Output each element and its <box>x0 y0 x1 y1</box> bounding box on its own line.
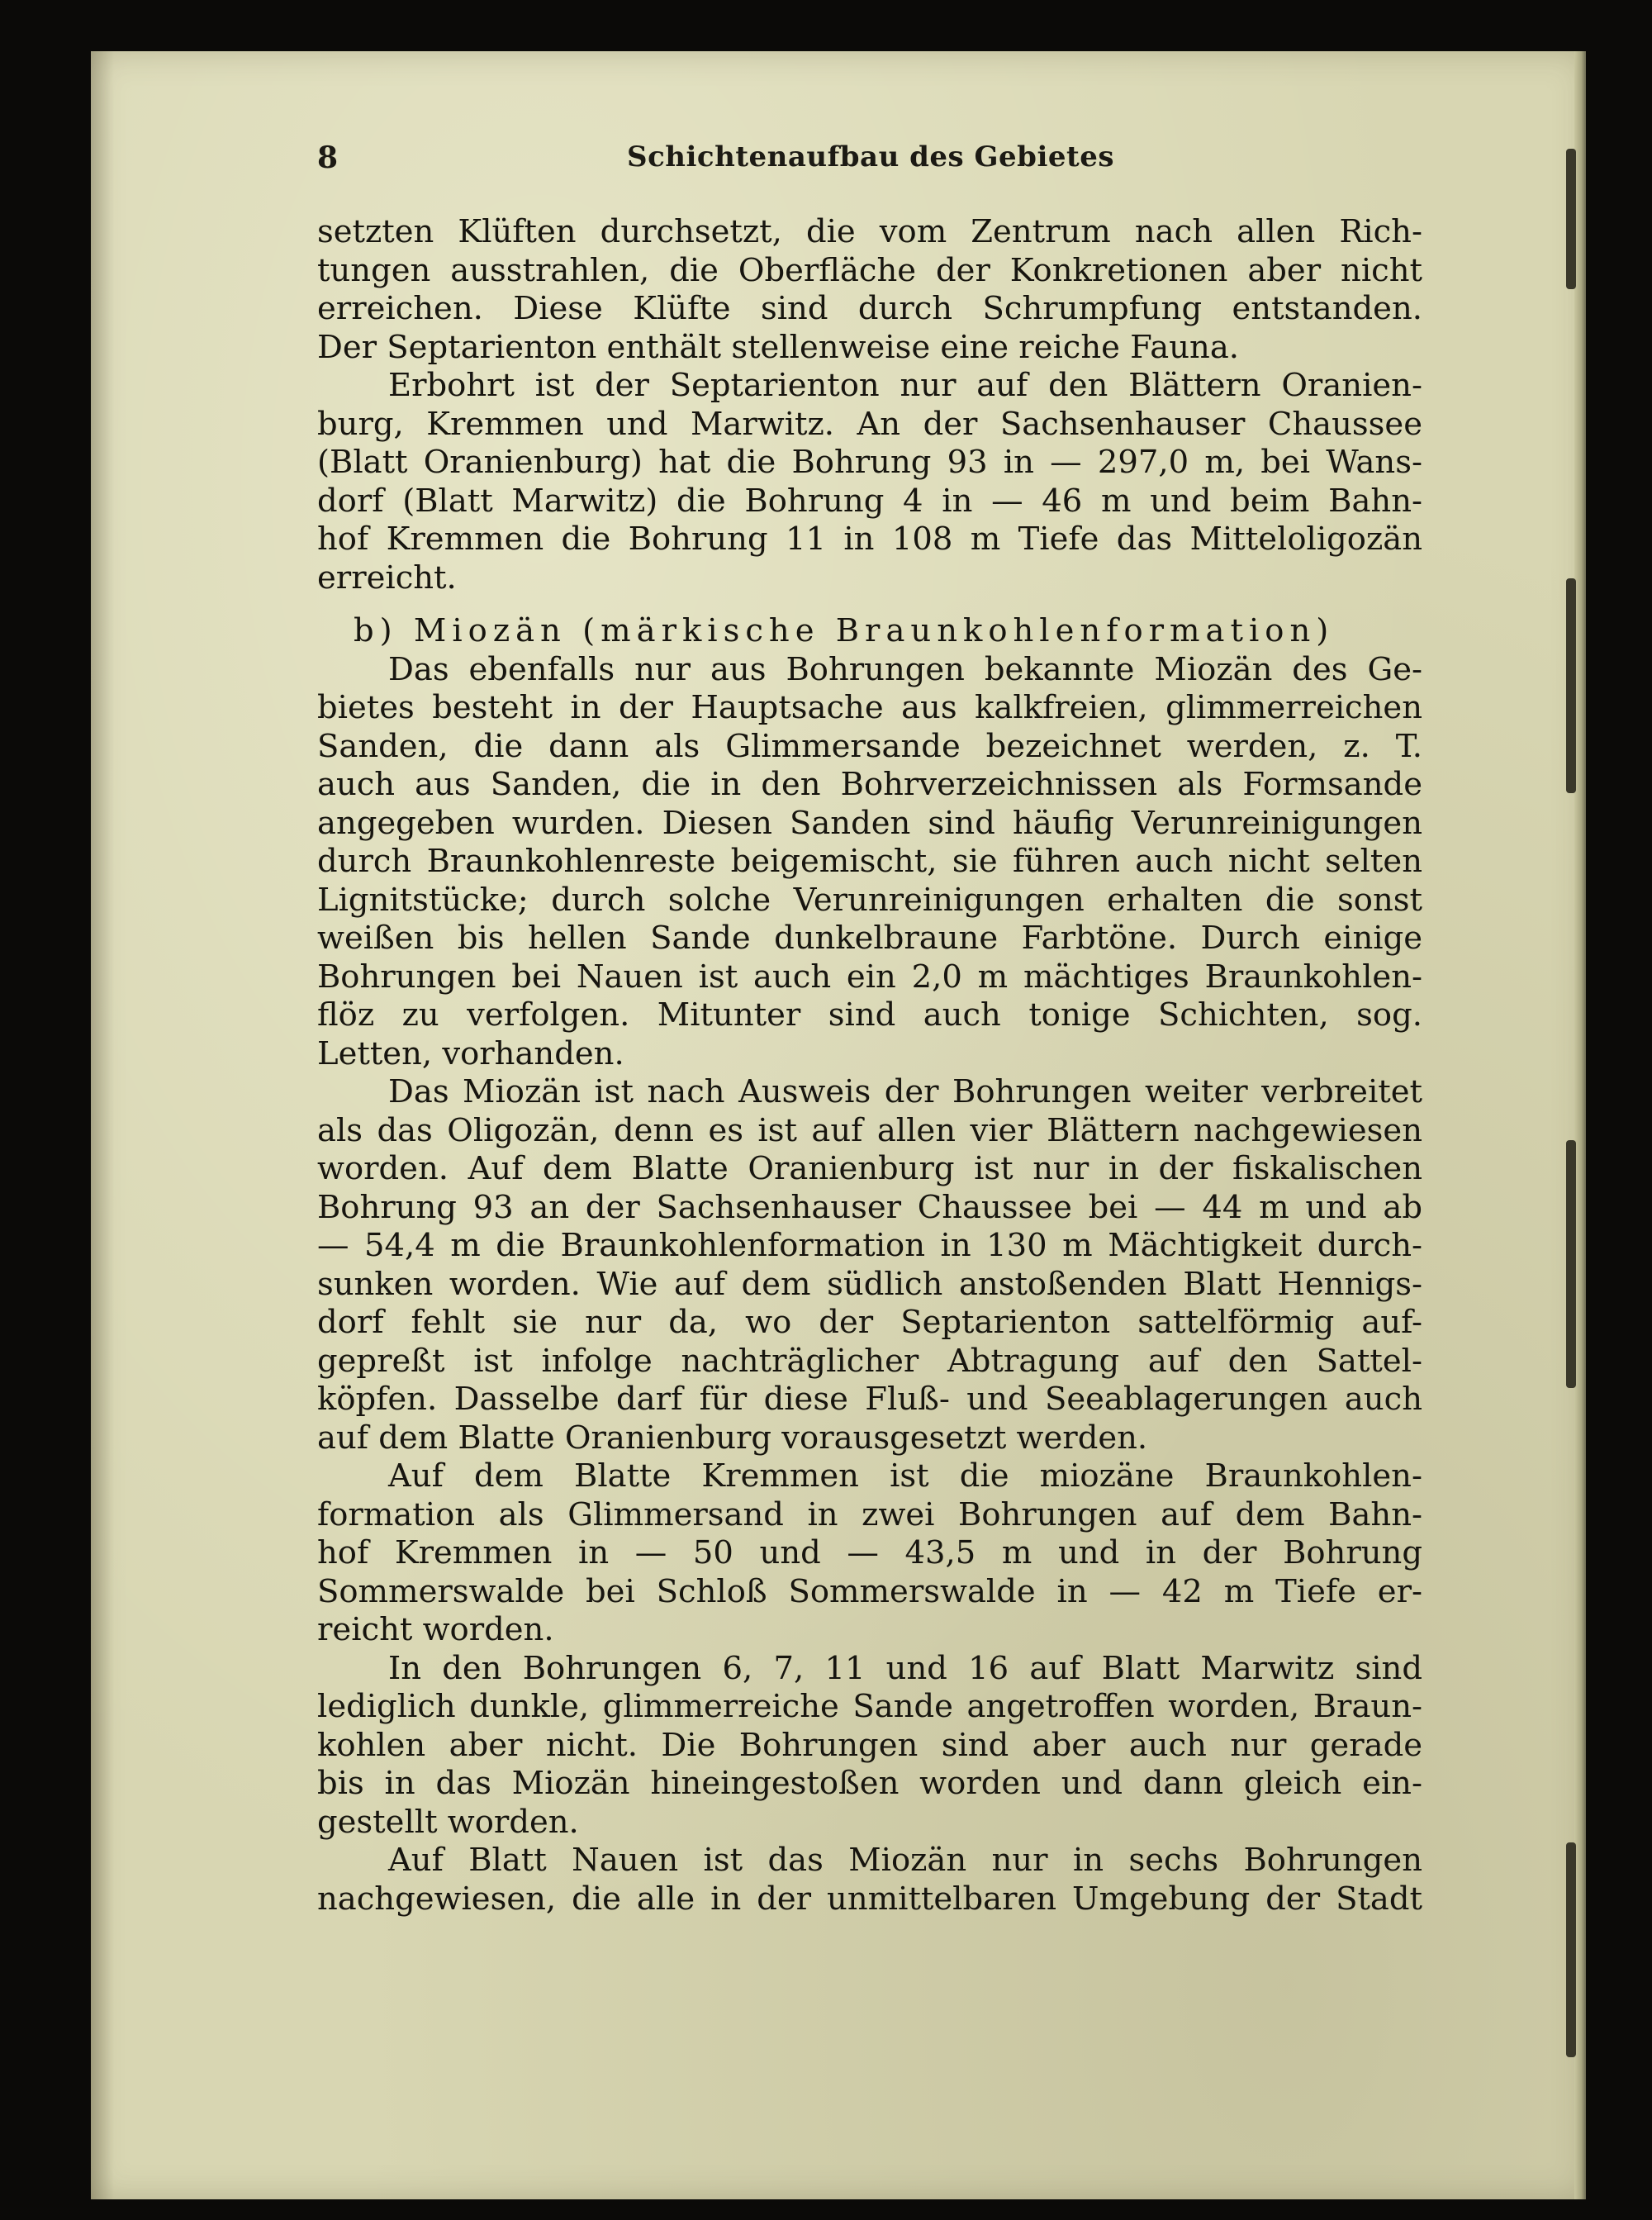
text-line: erreicht. <box>317 559 457 597</box>
text-line: köpfen. Dasselbe darf für diese Fluß- und Seeablagerungen auch <box>317 1381 1422 1418</box>
text-line: Bohrung 93 an der Sachsenhauser Chaussee bei — 44 m und ab <box>317 1188 1422 1226</box>
text-line: hof Kremmen die Bohrung 11 in 108 m Tiefe das Mitteloligozän <box>317 521 1422 558</box>
page-header <box>317 140 1424 190</box>
text-line: hof Kremmen in — 50 und — 43,5 m und in der Bohrung <box>317 1534 1422 1571</box>
text-line: formation als Glimmersand in zwei Bohrungen auf dem Bahn- <box>317 1495 1422 1533</box>
text-line: Auf Blatt Nauen ist das Miozän nur in sechs Bohrungen <box>388 1842 1422 1879</box>
text-line: erreichen. Diese Klüfte sind durch Schrumpfung entstanden. <box>317 290 1422 327</box>
section-heading: b) Miozän (märkische Braunkohlenformation) <box>354 612 1335 649</box>
text-line: Bohrungen bei Nauen ist auch ein 2,0 m mächtiges Braunkohlen- <box>317 958 1422 996</box>
text-line: als das Oligozän, denn es ist auf allen vier Blättern nachgewiesen <box>317 1111 1422 1149</box>
text-line: weißen bis hellen Sande dunkelbraune Farbtöne. Durch einige <box>317 920 1422 957</box>
text-line: dorf (Blatt Marwitz) die Bohrung 4 in — 46 m und beim Bahn- <box>317 482 1422 520</box>
text-line: angegeben wurden. Diesen Sanden sind häufig Verunreinigungen <box>317 804 1422 842</box>
text-line: nachgewiesen, die alle in der unmittelbaren Umgebung der Stadt <box>317 1880 1422 1918</box>
page-edge <box>1574 51 1586 2199</box>
body-text <box>317 213 1422 1918</box>
text-line: Das ebenfalls nur aus Bohrungen bekannte Miozän des Ge- <box>388 650 1422 688</box>
text-line: burg, Kremmen und Marwitz. An der Sachsenhauser Chaussee <box>317 405 1422 443</box>
binding-thread-mark <box>1566 578 1576 793</box>
text-line: auf dem Blatte Oranienburg vorausgesetzt werden. <box>317 1419 1148 1457</box>
binding-thread-mark <box>1566 1140 1576 1388</box>
text-line: flöz zu verfolgen. Mitunter sind auch tonige Schichten, sog. <box>317 996 1422 1034</box>
text-line: bietes besteht in der Hauptsache aus kalkfreien, glimmerreichen <box>317 689 1422 726</box>
text-line: gepreßt ist infolge nachträglicher Abtragung auf den Sattel- <box>317 1342 1422 1380</box>
text-line: Das Miozän ist nach Ausweis der Bohrungen weiter verbreitet <box>388 1073 1422 1110</box>
text-line: Auf dem Blatte Kremmen ist die miozäne Braunkohlen- <box>388 1457 1422 1495</box>
text-line: — 54,4 m die Braunkohlenformation in 130 m Mächtigkeit durch- <box>317 1227 1422 1264</box>
text-line: gestellt worden. <box>317 1803 579 1841</box>
binding-thread-mark <box>1566 1842 1576 2057</box>
running-title: Schichtenaufbau des Gebietes <box>627 140 1114 174</box>
text-line: setzten Klüften durchsetzt, die vom Zentrum nach allen Rich- <box>317 213 1422 250</box>
text-line: worden. Auf dem Blatte Oranienburg ist nur in der fiskalischen <box>317 1150 1422 1187</box>
page-number: 8 <box>317 140 339 175</box>
text-line: In den Bohrungen 6, 7, 11 und 16 auf Blatt Marwitz sind <box>388 1649 1422 1687</box>
text-line: auch aus Sanden, die in den Bohrverzeichnissen als Formsande <box>317 766 1422 803</box>
text-line: dorf fehlt sie nur da, wo der Septarienton sattelförmig auf- <box>317 1304 1422 1341</box>
text-line: Sanden, die dann als Glimmersande bezeichnet werden, z. T. <box>317 727 1422 765</box>
text-line: sunken worden. Wie auf dem südlich anstoßenden Blatt Hennigs- <box>317 1265 1422 1303</box>
text-line: bis in das Miozän hineingestoßen worden und dann gleich ein- <box>317 1765 1422 1802</box>
text-line: Letten, vorhanden. <box>317 1034 624 1072</box>
text-line: Lignitstücke; durch solche Verunreinigungen erhalten die sonst <box>317 881 1422 919</box>
binding-thread-mark <box>1566 149 1576 289</box>
text-line: Der Septarienton enthält stellenweise eine reiche Fauna. <box>317 328 1240 366</box>
text-line: Erbohrt ist der Septarienton nur auf den Blättern Oranien- <box>388 367 1422 404</box>
text-line: (Blatt Oranienburg) hat die Bohrung 93 in — 297,0 m, bei Wans- <box>317 444 1422 481</box>
text-line: tungen ausstrahlen, die Oberfläche der Konkretionen aber nicht <box>317 251 1422 289</box>
text-line: reicht worden. <box>317 1611 554 1648</box>
text-line: Sommerswalde bei Schloß Sommerswalde in — 42 m Tiefe er- <box>317 1572 1422 1610</box>
text-line: lediglich dunkle, glimmerreiche Sande angetroffen worden, Braun- <box>317 1688 1422 1725</box>
text-line: kohlen aber nicht. Die Bohrungen sind aber auch nur gerade <box>317 1726 1422 1764</box>
text-line: durch Braunkohlenreste beigemischt, sie führen auch nicht selten <box>317 843 1422 880</box>
